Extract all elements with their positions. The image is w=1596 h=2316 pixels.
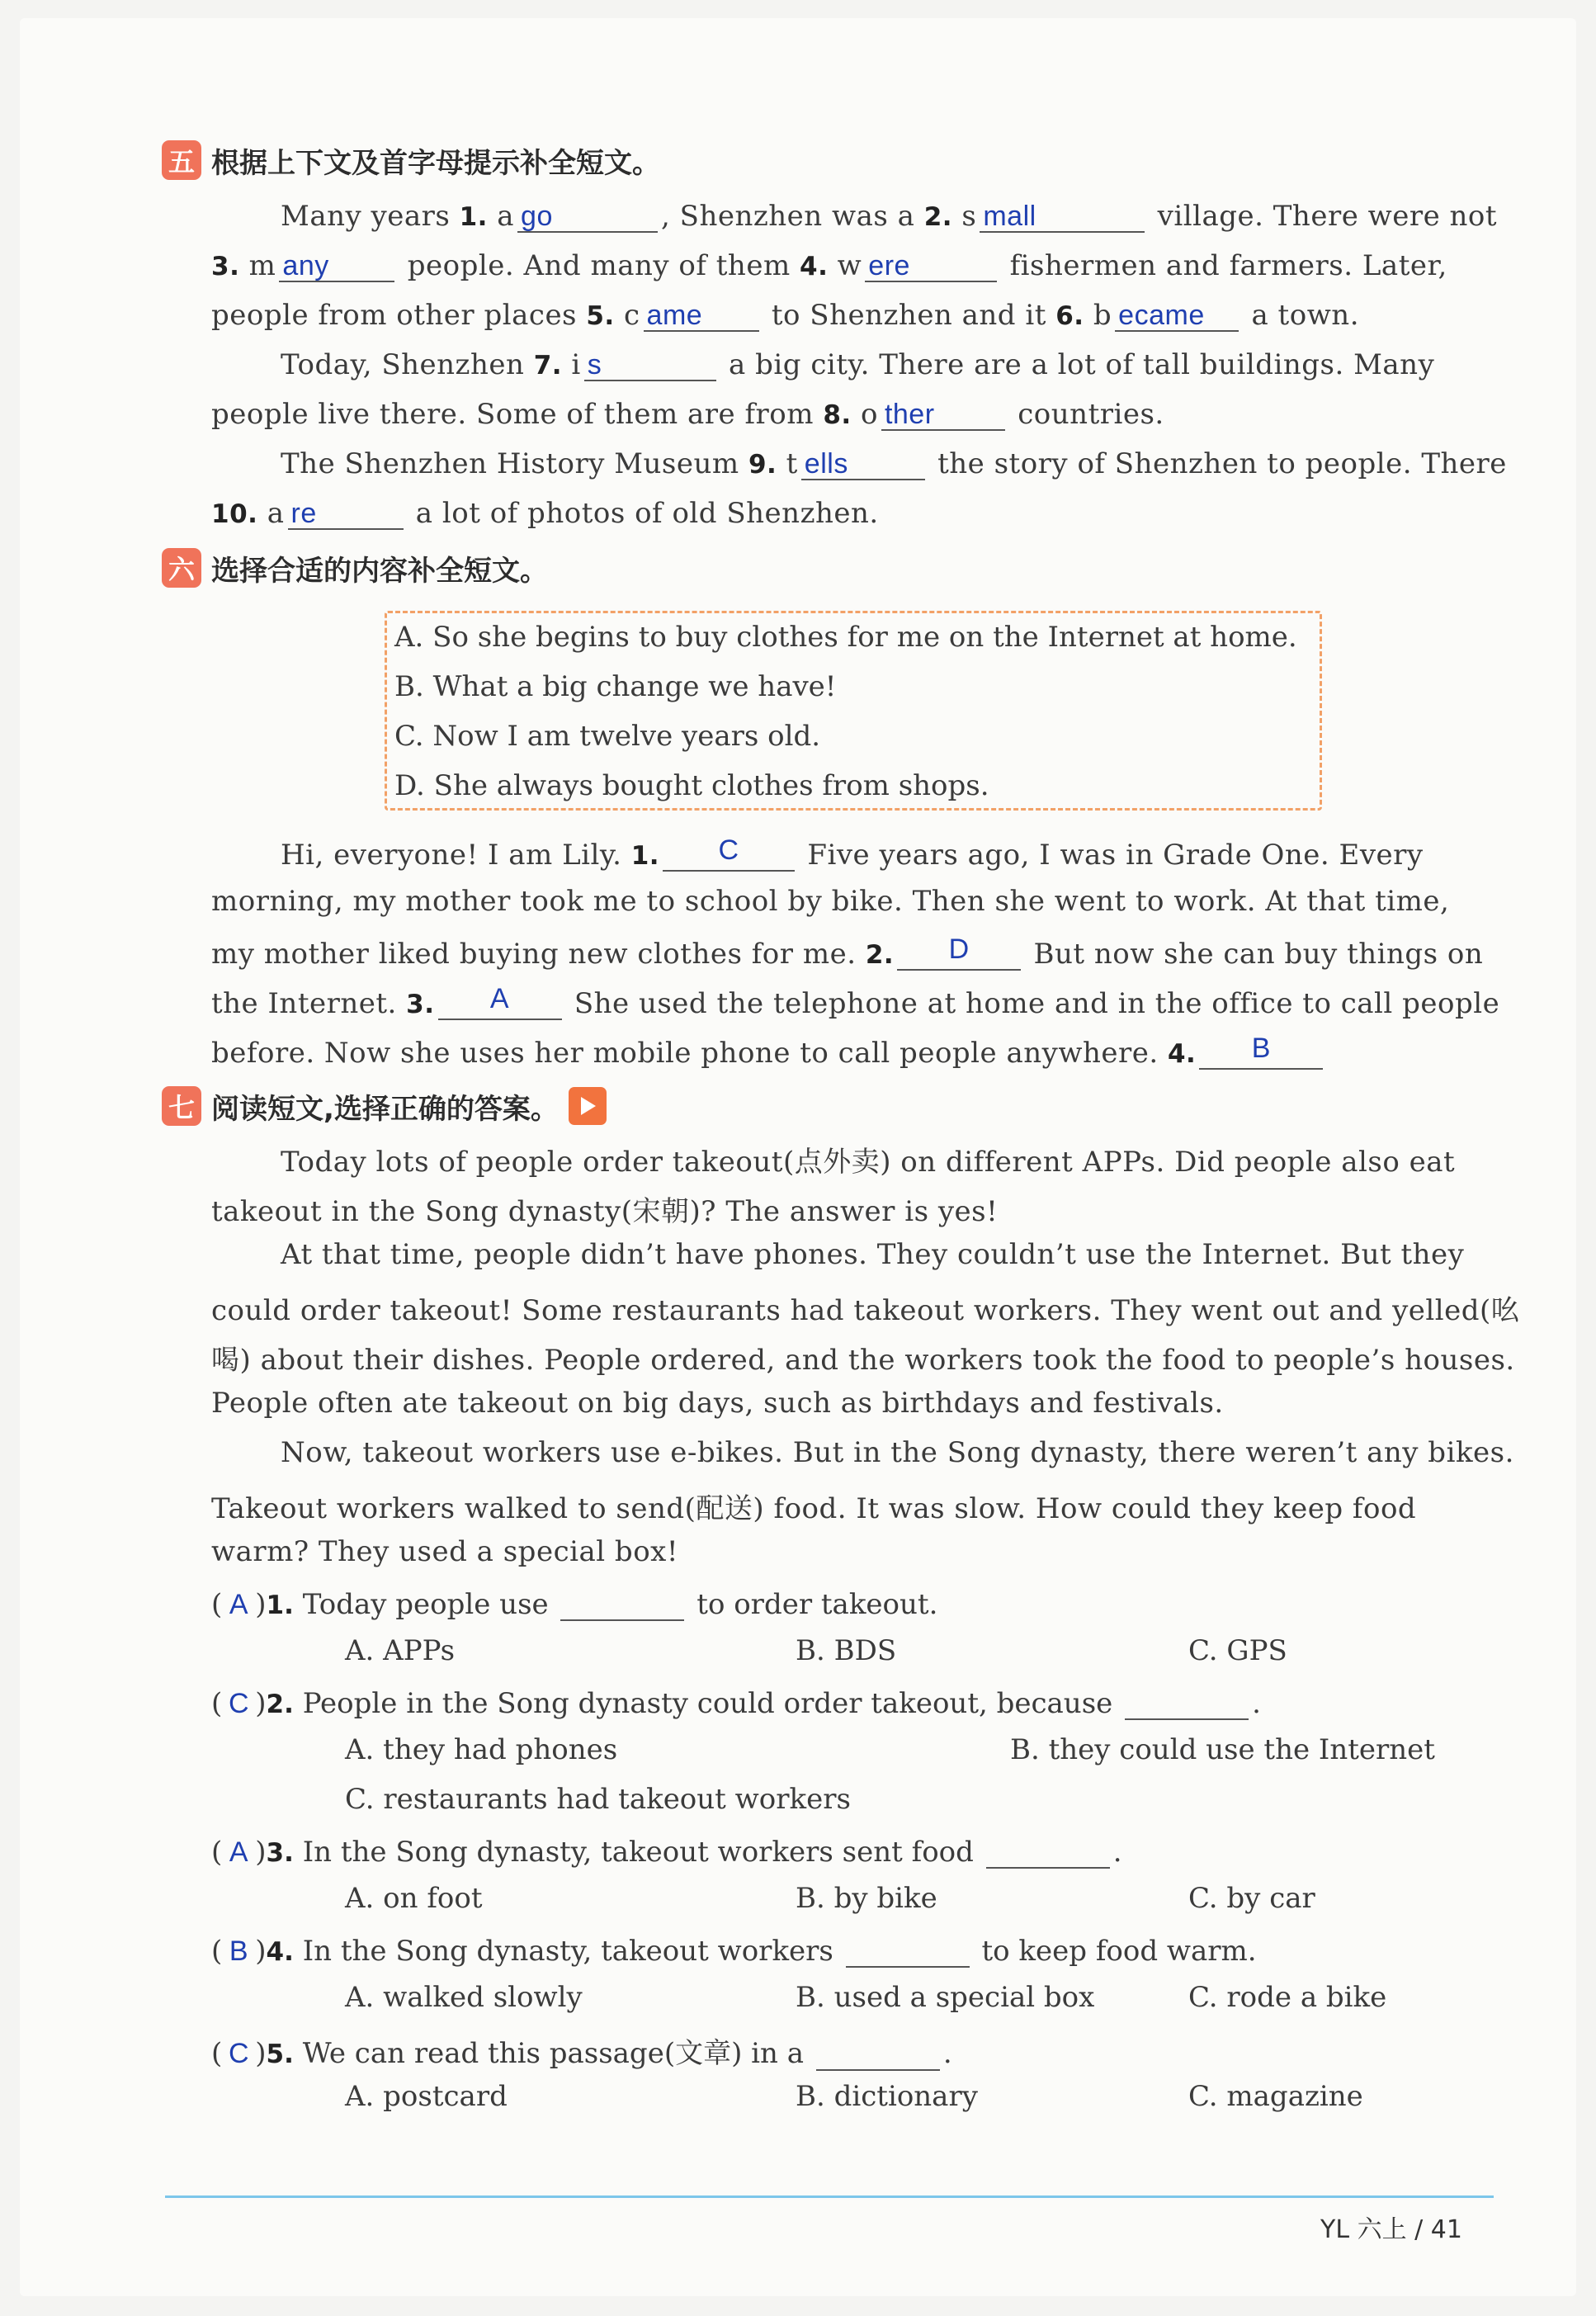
- answer-2[interactable]: C: [228, 1688, 249, 1719]
- passage-line-7: Now, takeout workers use e-bikes. But in the Song dynasty, there weren’t any bikes.: [281, 1436, 1514, 1469]
- passage-line-2: takeout in the Song dynasty(宋朝)? The answer is yes!: [211, 1195, 999, 1228]
- blank-6-2[interactable]: D: [897, 934, 1021, 971]
- answer-1[interactable]: A: [229, 1589, 248, 1620]
- passage-line-4: could order takeout! Some restaurants had takeout workers. They went out and yelled(吆: [211, 1294, 1520, 1327]
- blank-5-5[interactable]: ame: [644, 295, 759, 332]
- s6-line-3: my mother liked buying new clothes for me. 2. D But now she can buy things on: [211, 933, 1484, 971]
- s5-line-7: 10. a re a lot of photos of old Shenzhen.: [211, 494, 1492, 530]
- passage-line-1: Today lots of people order takeout(点外卖) on different APPs. Did people also eat: [281, 1146, 1456, 1179]
- passage-line-5: 喝) about their dishes. People ordered, and the workers took the food to people’s houses.: [211, 1344, 1515, 1377]
- q2-choice-b[interactable]: B. they could use the Internet: [1010, 1733, 1435, 1766]
- blank-5-7[interactable]: s: [584, 345, 716, 381]
- play-icon[interactable]: [569, 1087, 607, 1125]
- s6-line-5: before. Now she uses her mobile phone to call people anywhere. 4. B: [211, 1033, 1492, 1070]
- question-1: ( A )1. Today people use to order takeout.: [211, 1585, 937, 1621]
- answer-4[interactable]: B: [229, 1936, 248, 1967]
- q4-choice-a[interactable]: A. walked slowly: [345, 1981, 583, 2014]
- answer-3[interactable]: A: [229, 1836, 248, 1868]
- q3-choice-a[interactable]: A. on foot: [345, 1882, 483, 1915]
- s5-line-6: The Shenzhen History Museum 9. t ells the story of Shenzhen to people. There: [281, 444, 1492, 480]
- option-a: A. So she begins to buy clothes for me on the Internet at home.: [394, 621, 1297, 654]
- blank-6-4[interactable]: B: [1199, 1033, 1323, 1070]
- section-7-title: [162, 1083, 607, 1129]
- footer-divider: [165, 2195, 1494, 2198]
- passage-line-3: At that time, people didn’t have phones. They couldn’t use the Internet. But they: [281, 1238, 1465, 1271]
- option-c: C. Now I am twelve years old.: [394, 720, 821, 753]
- question-3: ( A )3. In the Song dynasty, takeout workers sent food .: [211, 1832, 1122, 1869]
- s5-line-1: Many years 1. a go , Shenzhen was a 2. s mall village. There were not: [281, 196, 1492, 233]
- section-5-badge: 五: [162, 140, 201, 180]
- s5-line-5: people live there. Some of them are from 8. o ther countries.: [211, 395, 1492, 431]
- q2-choice-c[interactable]: C. restaurants had takeout workers: [345, 1783, 851, 1816]
- q5-choice-a[interactable]: A. postcard: [345, 2080, 508, 2113]
- q4-choice-c[interactable]: C. rode a bike: [1188, 1981, 1387, 2014]
- question-5: ( C )5. We can read this passage(文章) in a .: [211, 2030, 952, 2071]
- s5-line-2: 3. m any people. And many of them 4. w ere fishermen and farmers. Later,: [211, 246, 1492, 282]
- blank-5-2[interactable]: mall: [980, 196, 1145, 233]
- s6-line-4: the Internet. 3. A She used the telephone at home and in the office to call people: [211, 983, 1500, 1020]
- q5-choice-b[interactable]: B. dictionary: [796, 2080, 978, 2113]
- q3-choice-c[interactable]: C. by car: [1188, 1882, 1315, 1915]
- s6-line-1: Hi, everyone! I am Lily. 1. C Five years ago, I was in Grade One. Every: [281, 834, 1424, 872]
- passage-line-8: Takeout workers walked to send(配送) food. It was slow. How could they keep food: [211, 1492, 1417, 1525]
- section-5-title: [162, 137, 660, 183]
- blank-5-10[interactable]: re: [288, 494, 404, 530]
- q4-choice-b[interactable]: B. used a special box: [796, 1981, 1095, 2014]
- question-2: ( C )2. People in the Song dynasty could order takeout, because .: [211, 1684, 1261, 1720]
- blank-6-3[interactable]: A: [438, 984, 562, 1020]
- blank-5-6[interactable]: ecame: [1115, 295, 1239, 332]
- section-6-badge: 六: [162, 548, 201, 588]
- blank-5-1[interactable]: go: [517, 196, 658, 233]
- question-4: ( B )4. In the Song dynasty, takeout workers to keep food warm.: [211, 1931, 1257, 1968]
- q2-choice-a[interactable]: A. they had phones: [345, 1733, 618, 1766]
- section-7-heading: 阅读短文,选择正确的答案。: [211, 1092, 559, 1126]
- blank-5-9[interactable]: ells: [801, 444, 925, 480]
- blank-5-4[interactable]: ere: [865, 246, 997, 282]
- passage-line-6: People often ate takeout on big days, such as birthdays and festivals.: [211, 1387, 1224, 1420]
- page-footer: YL 六上 / 41: [1320, 2215, 1462, 2244]
- option-b: B. What a big change we have!: [394, 670, 837, 703]
- answer-5[interactable]: C: [228, 2038, 249, 2069]
- q3-choice-b[interactable]: B. by bike: [796, 1882, 937, 1915]
- s6-line-2: morning, my mother took me to school by bike. Then she went to work. At that time,: [211, 885, 1450, 918]
- section-6-title: [162, 545, 548, 591]
- s5-line-4: Today, Shenzhen 7. i s a big city. There are a lot of tall buildings. Many: [281, 345, 1492, 381]
- section-6-heading: 选择合适的内容补全短文。: [211, 554, 548, 588]
- blank-5-8[interactable]: ther: [881, 395, 1005, 431]
- q1-choice-a[interactable]: A. APPs: [345, 1634, 456, 1667]
- option-d: D. She always bought clothes from shops.: [394, 769, 989, 802]
- section-5-heading: 根据上下文及首字母提示补全短文。: [211, 146, 660, 180]
- q1-choice-c[interactable]: C. GPS: [1188, 1634, 1287, 1667]
- q5-choice-c[interactable]: C. magazine: [1188, 2080, 1363, 2113]
- blank-5-3[interactable]: any: [279, 246, 394, 282]
- blank-6-1[interactable]: C: [663, 835, 795, 872]
- section-7-badge: 七: [162, 1086, 201, 1126]
- passage-line-9: warm? They used a special box!: [211, 1535, 679, 1568]
- q1-choice-b[interactable]: B. BDS: [796, 1634, 897, 1667]
- s5-line-3: people from other places 5. c ame to Shenzhen and it 6. b ecame a town.: [211, 295, 1492, 332]
